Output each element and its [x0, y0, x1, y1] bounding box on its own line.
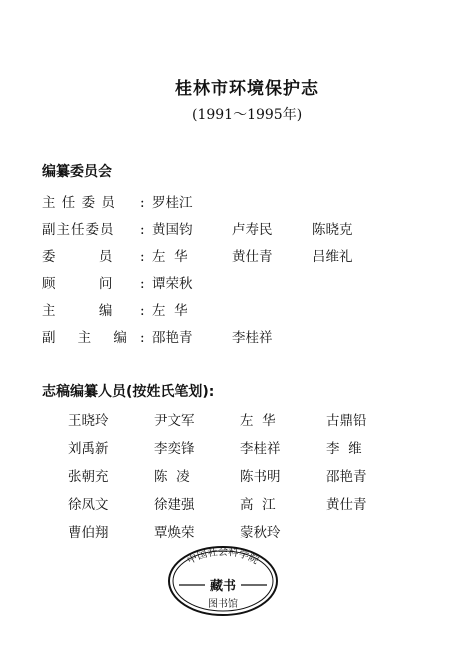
member-name: 左 华: [152, 249, 188, 265]
document-subtitle: (1991～1995年): [192, 107, 303, 123]
member-name: 邵艳青: [152, 330, 193, 346]
editor-name: 李桂祥: [240, 441, 281, 457]
row-label: 主 任 委 员: [42, 195, 116, 211]
editor-name: 曹伯翔: [68, 525, 109, 541]
stamp-top-arc: 中国社会科学院: [185, 547, 261, 567]
editor-name: 邵艳青: [326, 469, 367, 485]
editors-heading: 志稿编纂人员(按姓氏笔划):: [42, 384, 215, 400]
member-name: 吕维礼: [312, 249, 353, 265]
member-name: 罗桂江: [152, 195, 193, 211]
member-name: 谭荣秋: [152, 276, 193, 292]
row-colon: :: [140, 249, 145, 265]
editor-name: 蒙秋玲: [240, 525, 281, 541]
stamp-middle-text: 藏书: [209, 579, 237, 594]
committee-row: [42, 191, 232, 211]
member-name: 陈晓克: [312, 222, 353, 238]
editor-name: 高 江: [240, 497, 276, 513]
row-label: 委 员: [42, 249, 114, 265]
row-colon: :: [140, 276, 145, 292]
editor-name: 尹文军: [154, 413, 195, 429]
row-label: 主 编: [42, 303, 114, 319]
member-name: 左 华: [152, 303, 188, 319]
member-name: 卢寿民: [232, 222, 273, 238]
row-colon: :: [140, 303, 145, 319]
editor-name: 徐建强: [154, 497, 195, 513]
editor-name: 王晓玲: [68, 413, 109, 429]
editor-row: [68, 437, 412, 457]
editor-name: 左 华: [240, 413, 276, 429]
committee-row: [42, 245, 392, 265]
member-name: 黄国钧: [152, 222, 193, 238]
committee-row: [42, 299, 232, 319]
editor-name: 李奕锋: [154, 441, 195, 457]
committee-heading: 编纂委员会: [42, 164, 112, 180]
editor-row: [68, 493, 412, 513]
row-label: 副 主 编: [42, 330, 128, 346]
editor-name: 李 维: [326, 441, 362, 457]
library-stamp-graphic: [167, 545, 279, 617]
editor-name: 刘禹新: [68, 441, 109, 457]
stamp-top-text: [185, 545, 262, 567]
editor-row: [68, 465, 412, 485]
editor-name: 陈 凌: [154, 469, 190, 485]
row-colon: :: [140, 222, 145, 238]
library-stamp: [167, 545, 279, 617]
row-colon: :: [140, 195, 145, 211]
editor-row: [68, 409, 412, 429]
row-label: 顾 问: [42, 276, 114, 292]
editor-name: 覃焕荣: [154, 525, 195, 541]
row-colon: :: [140, 330, 145, 346]
editor-row: [68, 521, 326, 541]
committee-row: [42, 218, 392, 238]
member-name: 黄仕青: [232, 249, 273, 265]
editor-name: 黄仕青: [326, 497, 367, 513]
editor-name: 陈书明: [240, 469, 281, 485]
editor-name: 张朝充: [68, 469, 109, 485]
document-title: 桂林市环境保护志: [175, 79, 319, 99]
committee-row: [42, 326, 312, 346]
committee-row: [42, 272, 232, 292]
stamp-bottom-text: 图书馆: [208, 599, 238, 610]
editor-name: 徐凤文: [68, 497, 109, 513]
editor-name: 古鼎铅: [326, 413, 367, 429]
member-name: 李桂祥: [232, 330, 273, 346]
row-label: 副主任委员: [42, 222, 115, 238]
